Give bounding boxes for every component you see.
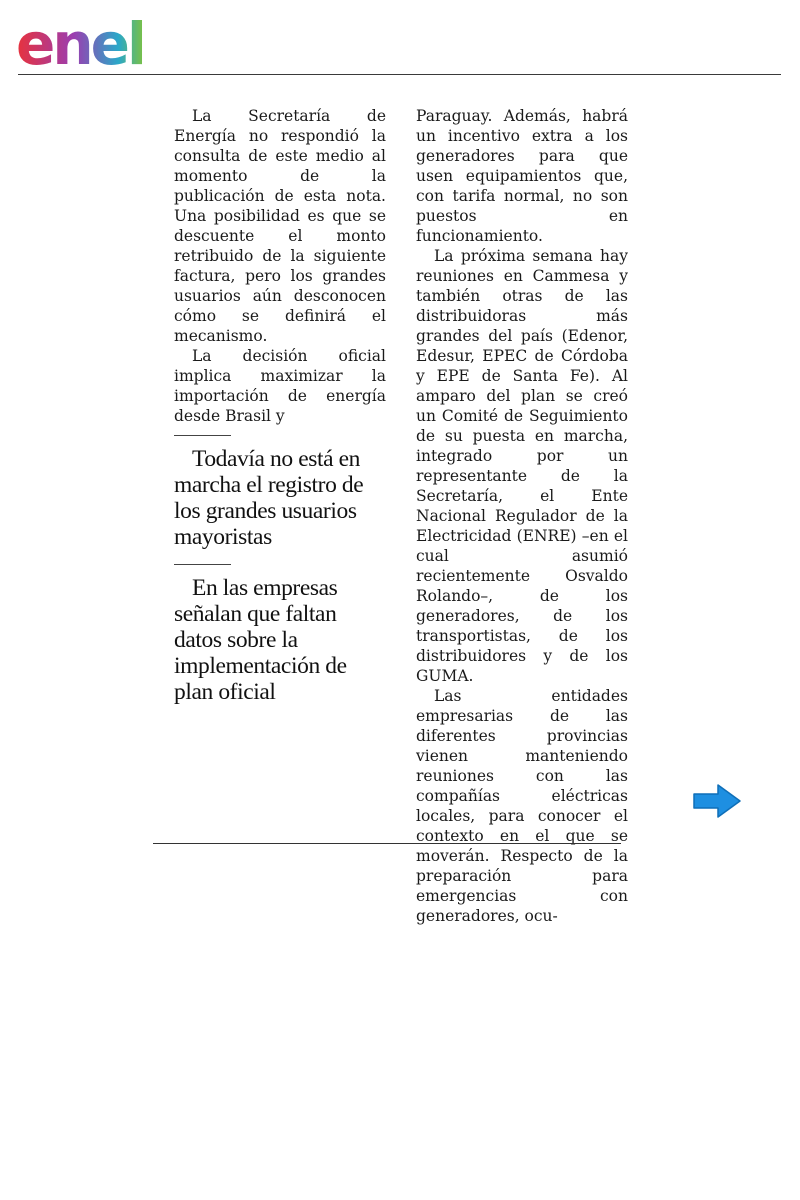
header-divider <box>18 74 781 75</box>
arrow-right-icon[interactable] <box>690 782 744 820</box>
logo-text: enel <box>16 10 144 74</box>
paragraph: Paraguay. Además, habrá un incentivo extra a los generadores para que usen equipamientos que, con tarifa normal, no son puestos en funcionamiento. <box>416 107 628 245</box>
article-right-column <box>416 106 628 926</box>
paragraph: La Secretaría de Energía no respondió la consulta de este medio al momento de la publicación de esta nota. Una posibilidad es que se descuente el monto retribuido de la siguiente factura, pero los grandes usuarios aún desconocen cómo se definirá el mecanismo. <box>174 107 386 345</box>
pull-quote-divider <box>174 435 231 436</box>
paragraph: La decisión oficial implica maximizar la importación de energía desde Brasil y <box>174 347 386 425</box>
pull-quote-divider <box>174 564 231 565</box>
paragraph: La próxima semana hay reuniones en Cammesa y también otras de las distribuidoras más grandes del país (Edenor, Edesur, EPEC de Córdoba y EPE de Santa Fe). Al amparo del plan se creó un Comité de Seguimiento de su puesta en marcha, integrado por un representante de la Secretaría, el Ente Nacional Regulador de la Electricidad (ENRE) –en el cual asumió recientemente Osvaldo Rolando–, de los generadores, de los transportistas, de los distribuidores y de los GUMA. <box>416 247 628 685</box>
footer-divider <box>153 843 621 844</box>
pull-quote: Todavía no está en marcha el registro de los grandes usuarios mayoristas <box>174 446 364 550</box>
pull-quote: En las empresas señalan que faltan datos sobre la implementación de plan oficial <box>174 575 347 705</box>
paragraph: Las entidades empresarias de las diferentes provincias vienen manteniendo reuniones con las compañías eléctricas locales, para conocer el contexto en el que se moverán. Respecto de la preparación para emergencias con generadores, ocu- <box>416 687 628 925</box>
enel-logo <box>14 4 184 74</box>
article-left-column <box>174 106 386 705</box>
